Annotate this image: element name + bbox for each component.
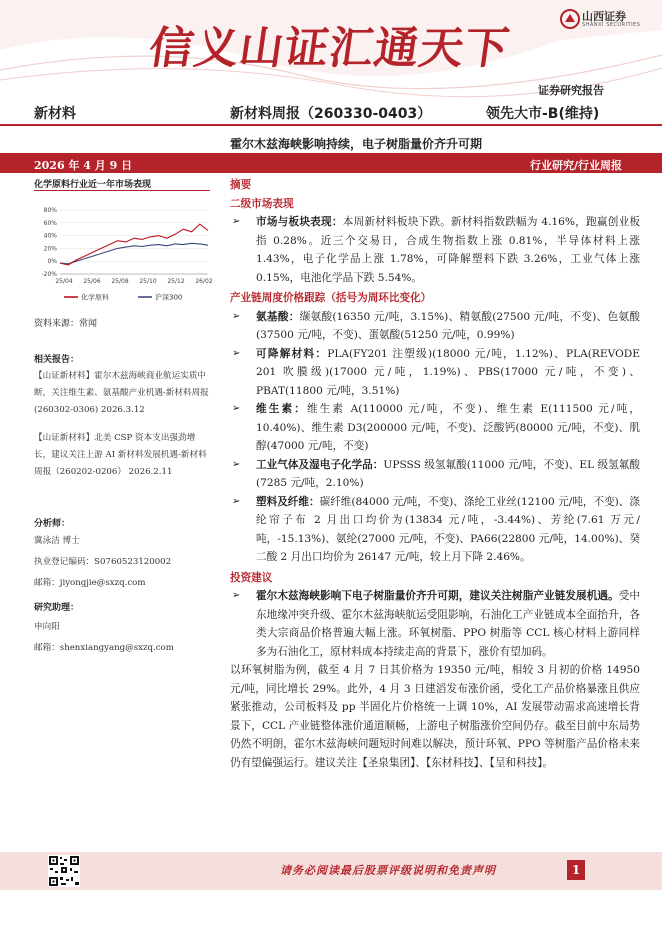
y-tick-label: 0% xyxy=(47,258,57,266)
bullet-text: 本周新材料板块下跌。新材料指数跌幅为 4.16%，跑赢创业板指 0.28%。近三个交易日，合成生物指数上涨 0.81%，半导体材料上涨 1.43%，电子化学品上涨 1.78%，可降解塑料下跌 3.26%，工业气体上涨 0.15%，电池化学品下跌 5.54%。 xyxy=(256,216,640,284)
arrow-bullet-icon: ➢ xyxy=(232,590,241,601)
company-name-en: SHANXI SECURITIES xyxy=(582,22,641,28)
invest-bullet xyxy=(230,587,640,661)
arrow-bullet-icon: ➢ xyxy=(232,403,241,414)
bullet-label: 工业气体及湿电子化学品： xyxy=(256,458,384,471)
bullet-label: 霍尔木兹海峡影响下电子树脂量价齐升可期，建议关注树脂产业链发展机遇。 xyxy=(256,590,619,602)
x-tick-label: 26/02 xyxy=(195,278,213,285)
market-bullet xyxy=(230,213,640,287)
x-tick-label: 25/08 xyxy=(111,278,129,285)
chain-bullet xyxy=(230,345,640,401)
disclaimer: 请务必阅读最后股票评级说明和免责声明 xyxy=(280,864,496,877)
company-name: 山西证券 xyxy=(582,10,626,23)
y-tick-label: -20% xyxy=(41,271,57,278)
chain-bullet xyxy=(230,493,640,567)
y-tick-label: 40% xyxy=(43,232,57,240)
chain-heading: 产业链周度价格跟踪（括号为周环比变化） xyxy=(230,292,432,304)
chart-source: 资料来源：常闻 xyxy=(34,319,98,329)
bullet-text: 缬氨酸(16350 元/吨，3.15%)、精氨酸(27500 元/吨，不变)、色氨酸(37500 元/吨，不变)、蛋氨酸(51250 元/吨，0.99%) xyxy=(256,310,641,341)
series-line-沪深300 xyxy=(60,243,208,263)
related-report-link[interactable]: 【山证新材料】北美 CSP 资本支出强劲增长，建议关注上游 AI 新材料发展机遇-新材料周报（260202-0206） 2026.2.11 xyxy=(34,433,207,478)
summary-heading: 摘要 xyxy=(230,179,252,191)
market-heading: 二级市场表现 xyxy=(230,197,294,210)
bullet-label: 市场与板块表现： xyxy=(256,216,343,228)
report-subtitle: 霍尔木兹海峡影响持续，电子树脂量价齐升可期 xyxy=(230,137,483,151)
analyst-heading: 分析师： xyxy=(34,519,71,529)
arrow-bullet-icon: ➢ xyxy=(232,458,241,470)
chart-x-ticks xyxy=(55,278,212,285)
assistant-heading: 研究助理： xyxy=(34,603,80,613)
chart-legend xyxy=(64,293,182,302)
bullet-label: 维生素： xyxy=(256,403,307,415)
related-report-link[interactable]: 【山证新材料】霍尔木兹海峡商业航运实质中断，关注维生素、氨基酸产业机遇-新材料周报(260302-0306) 2026.3.12 xyxy=(34,371,209,416)
bullet-text: 碳纤维(84000 元/吨，不变)、涤纶工业丝(12100 元/吨，不变)、涤纶帘子布 2 月出口均价为(13834 元/吨，-3.44%)、芳纶(7.61 万元/吨，-15.13%)、氨纶(27000 元/吨，不变)、PA66(22800 元/吨，14.00%)、癸二酸 2 月出口均价为 26147 元/吨，较上月下降 2.46%。 xyxy=(256,495,640,563)
chain-bullet xyxy=(230,456,640,493)
invest-heading: 投资建议 xyxy=(230,571,273,584)
analyst-email[interactable]: 邮箱：jiyongjie@sxzq.com xyxy=(34,578,146,588)
invest-paragraph: 以环氧树脂为例，截至 4 月 7 日其价格为 19350 元/吨，相较 3 月初的价格 14950 元/吨，同比增长 29%。此外，4 月 3 日建滔发布涨价函，受化工产品价格暴涨且供应紧张推动，公司板料及 pp 半固化片价格统一上调 10%，AI 发展带动需求高速增长背景下，CCL 产业链整体涨价通道顺畅，上游电子树脂涨价空间仍存。截至目前中东局势仍然不明朗，霍尔木兹海峡问题短时间难以解决，预计环氧、PPO 等树脂产品价格未来仍有望偏强运行。建议关注【圣泉集团】、【东材科技】、【呈和科技】。 xyxy=(230,664,640,769)
arrow-bullet-icon: ➢ xyxy=(232,216,241,227)
related-reports-heading: 相关报告： xyxy=(34,355,80,365)
chart-y-ticks xyxy=(41,207,57,278)
arrow-bullet-icon: ➢ xyxy=(232,347,241,359)
arrow-bullet-icon: ➢ xyxy=(232,310,241,322)
y-tick-label: 20% xyxy=(43,245,57,253)
slogan: 信义山证汇通天下 xyxy=(145,23,513,74)
x-tick-label: 25/10 xyxy=(139,278,157,285)
chart-title-rule xyxy=(34,190,210,191)
page-number: 1 xyxy=(567,860,585,880)
analyst-name: 冀泳洁 博士 xyxy=(34,536,80,546)
x-tick-label: 25/04 xyxy=(55,278,73,285)
assistant-email[interactable]: 邮箱：shenxiangyang@sxzq.com xyxy=(34,643,174,653)
header-divider xyxy=(0,124,662,126)
chain-bullet xyxy=(230,308,640,345)
analyst-cert: 执业登记编码：S0760523120002 xyxy=(34,557,172,567)
chart-grid xyxy=(60,210,208,274)
y-tick-label: 80% xyxy=(43,207,57,214)
chain-bullet xyxy=(230,400,640,456)
bullet-text: PLA(FY201 注塑级)(18000 元/吨，1.12%)、PLA(REVODE 201 吹膜级)(17000 元/吨，1.19%)、PBS(17000 元/吨，不变)、PBAT(11800 元/吨，3.51%) xyxy=(256,347,640,397)
main-content xyxy=(230,176,640,772)
x-tick-label: 25/12 xyxy=(167,278,185,285)
report-title: 新材料周报（260330-0403） xyxy=(230,106,432,122)
y-tick-label: 60% xyxy=(43,219,57,227)
x-tick-label: 25/06 xyxy=(83,278,101,285)
arrow-bullet-icon: ➢ xyxy=(232,495,241,507)
chart-title: 化学原料行业近一年市场表现 xyxy=(34,180,152,190)
legend-label: 化学原料 xyxy=(81,293,109,302)
bullet-text: 受中东地缘冲突升级、霍尔木兹海峡航运受阻影响，石油化工产业链成本全面抬升，各类大宗商品价格普遍大幅上涨。环氧树脂、PPO 树脂等 CCL 核心材料上游同样多为石油化工，原材料成本持续走高的背景下，涨价有望加码。 xyxy=(256,590,640,658)
bullet-label: 氨基酸： xyxy=(256,310,300,323)
bullet-label: 可降解材料： xyxy=(256,347,328,360)
rating: 领先大市-B(维持) xyxy=(486,106,600,122)
bullet-text: UPSSS 级氢氟酸(11000 元/吨，不变)、EL 级氢氟酸(7285 元/吨，2.10%) xyxy=(256,458,640,489)
legend-label: 沪深300 xyxy=(155,293,183,302)
assistant-name: 申向阳 xyxy=(34,622,60,632)
report-date: 2026 年 4 月 9 日 xyxy=(34,159,133,172)
report-category: 行业研究/行业周报 xyxy=(530,159,623,172)
bullet-text: 维生素 A(110000 元/吨，不变)、维生素 E(111500 元/吨，10.40%)、维生素 D3(200000 元/吨，不变)、泛酸钙(80000 元/吨，不变)、肌醇(47000 元/吨，不变) xyxy=(256,403,641,452)
chart-series xyxy=(60,224,208,265)
sector-label: 新材料 xyxy=(34,106,76,122)
bullet-label: 塑料及纤维： xyxy=(256,495,320,508)
market-performance-chart xyxy=(34,196,214,308)
report-type: 证券研究报告 xyxy=(538,84,604,97)
qr-code-icon xyxy=(48,855,80,887)
